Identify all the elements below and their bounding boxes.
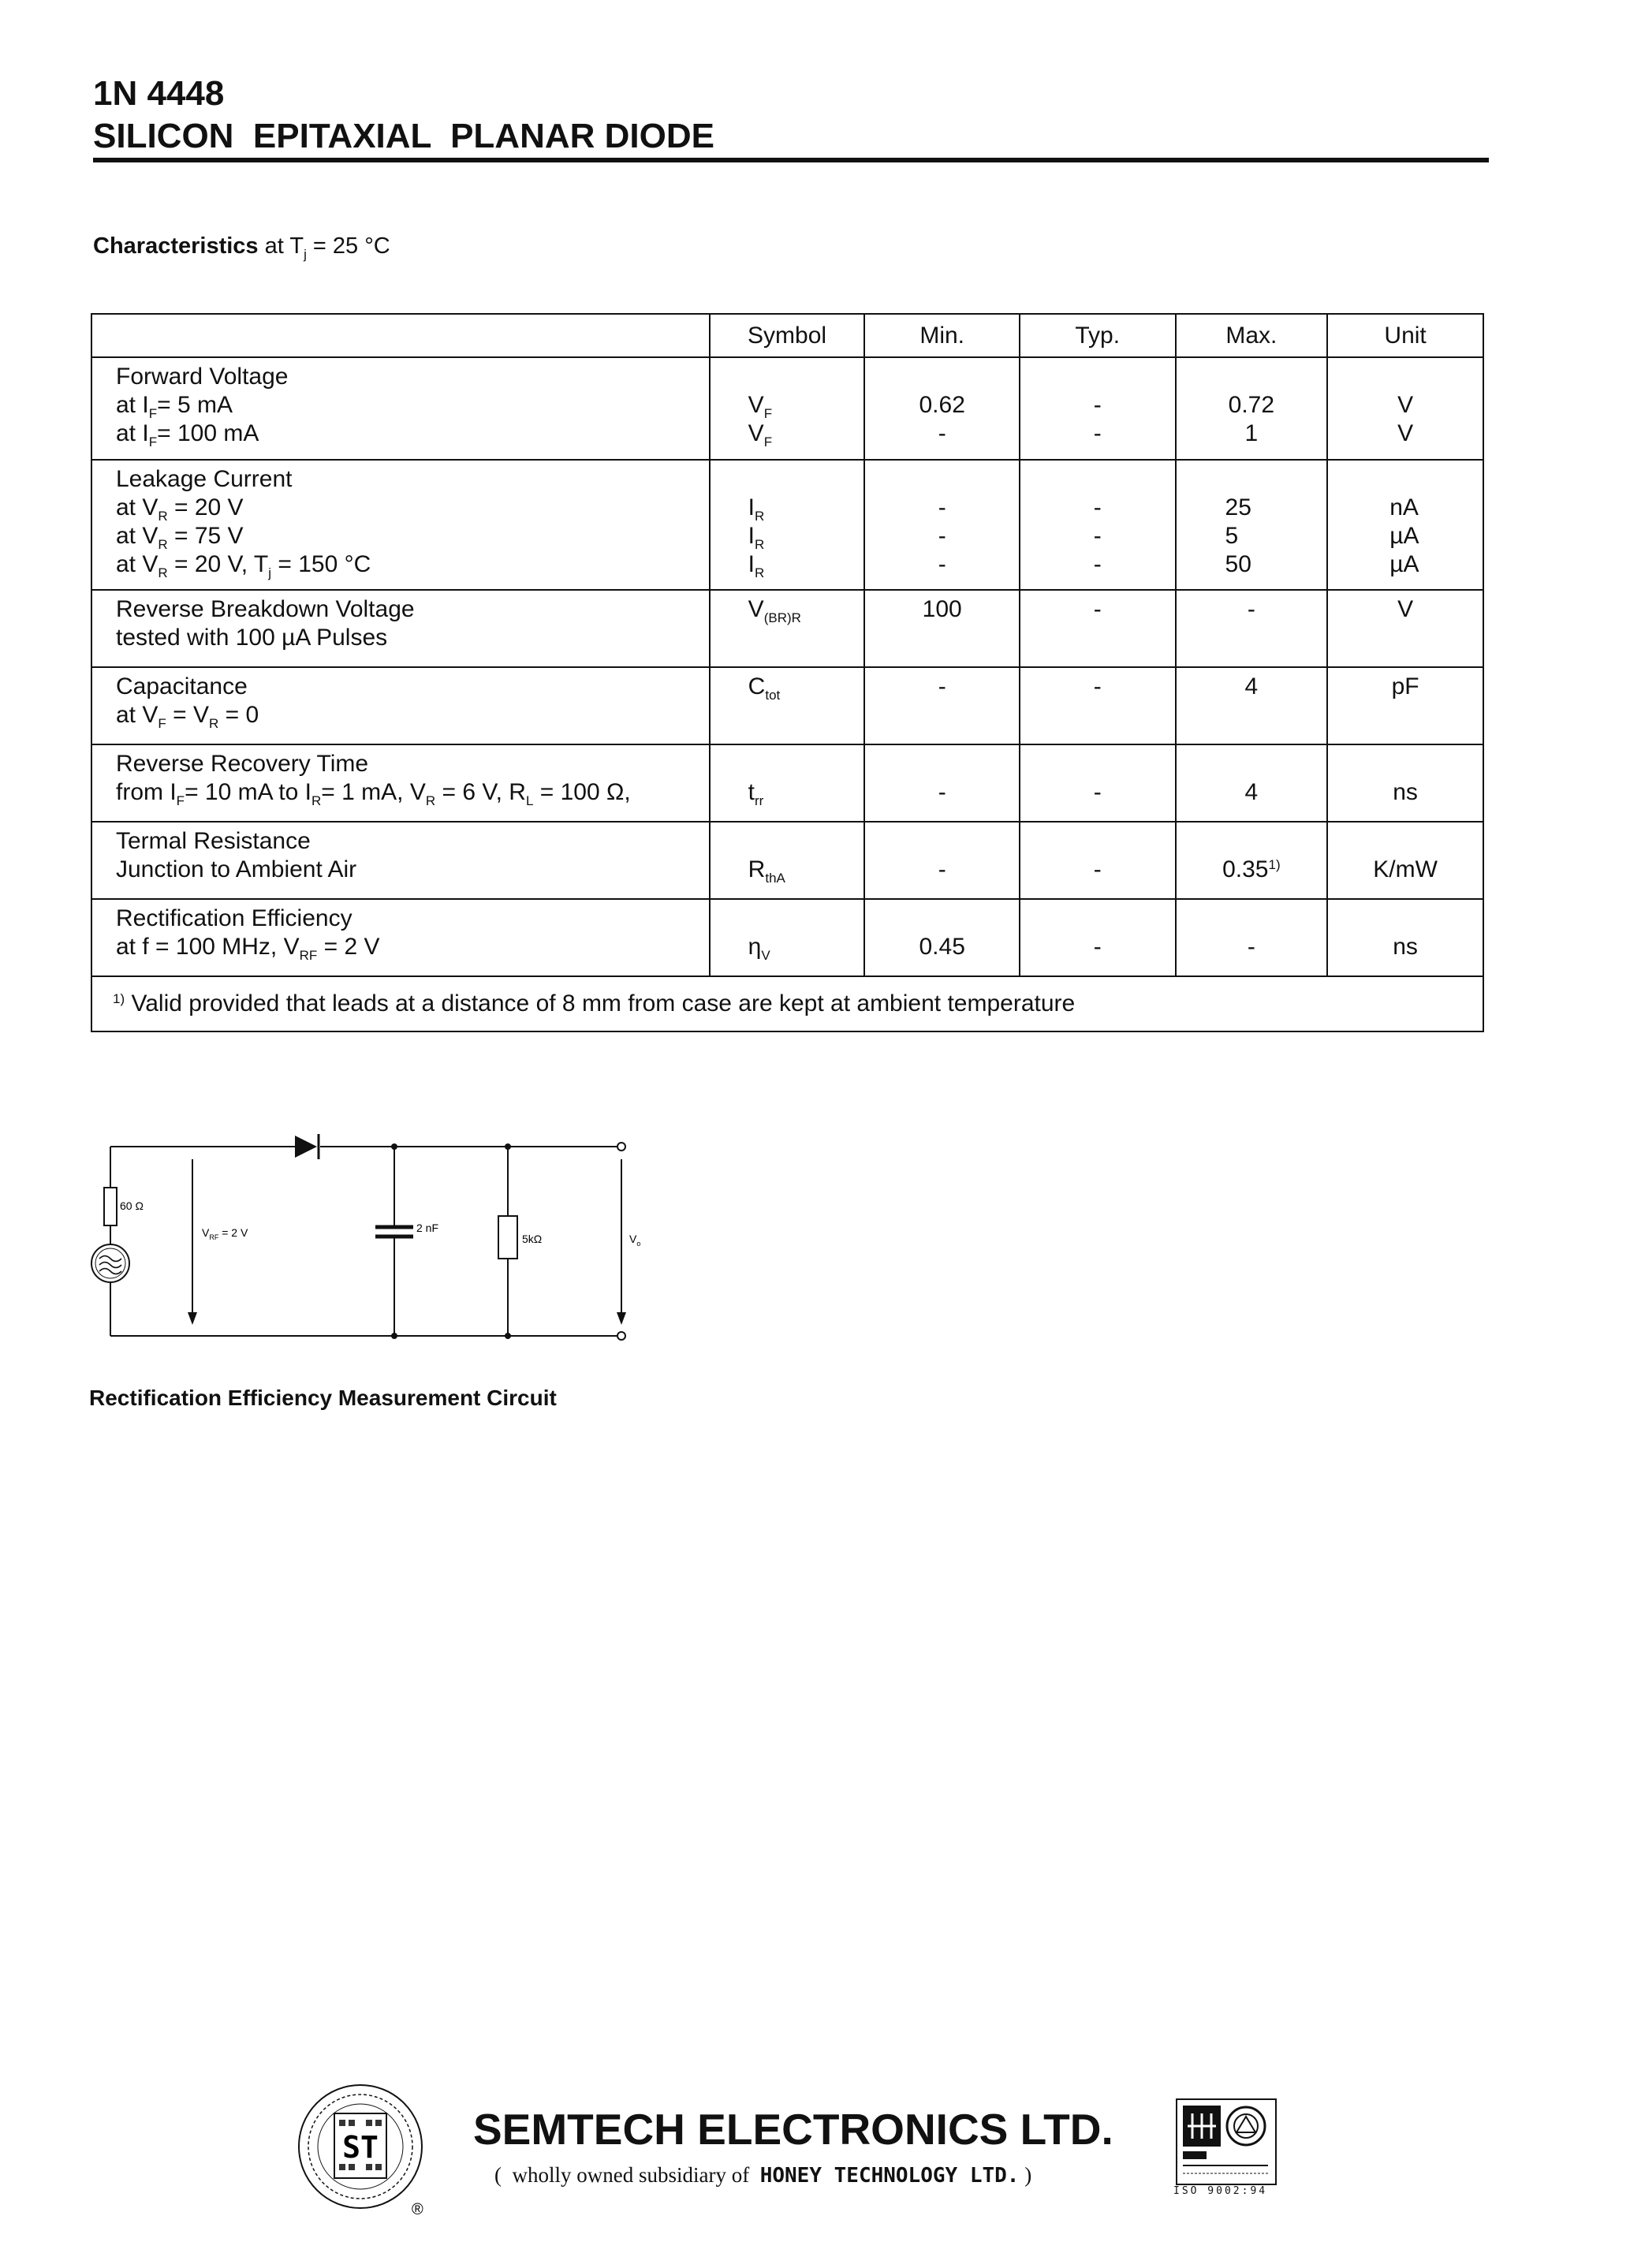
param-cell: Reverse Breakdown Voltage tested with 100 µA Pulses [91,590,710,667]
min-cell: - - - [864,460,1020,590]
symbol-cell: $V_F$ $V_F$ [710,357,865,460]
typ-cell: - [1020,744,1176,822]
header-rule [93,158,1489,162]
param-cell: Termal Resistance Junction to Ambient Air [91,822,710,899]
conditions-sub: j [304,247,307,262]
typ-cell: - [1020,899,1176,976]
circuit-caption: Rectification Efficiency Measurement Circuit [89,1386,557,1410]
document-title: SILICON EPITAXIAL PLANAR DIODE [93,117,714,155]
logo-monogram: ST [342,2130,379,2165]
param-title: Leakage Current [116,466,293,492]
header-symbol: Symbol [710,314,865,357]
param-condition: at $I_F= 100$ mA [116,420,259,449]
table-row-capacitance [91,667,1483,744]
v-rf-label: $V_{RF} = 2$ V [202,1226,248,1241]
semtech-logo [293,2082,427,2216]
table-row-reverse-recovery [91,744,1483,822]
param-cell: Leakage Current at $V_R = 20$ V at $V_R = 75$ V at $V_R = 20$ V, $T_j = 150$ °C [91,460,710,590]
symbol-cell: $I_R$ $I_R$ $I_R$ [710,460,865,590]
symbol-cell: $\eta_V$ [710,899,865,976]
unit-cell: ns [1327,744,1483,822]
max-cell: - [1176,899,1328,976]
min-cell: - [864,822,1020,899]
table-row-rectification-efficiency [91,899,1483,976]
rf-source-icon [91,1244,129,1282]
table-footnote-row [91,976,1483,1031]
min-cell: 0.62 - [864,357,1020,460]
registered-mark: ® [412,2201,423,2218]
symbol-cell: $V_{(BR)R}$ [710,590,865,667]
param-condition: at $I_F= 5$ mA [116,392,233,421]
document-header [93,73,714,158]
typ-cell: - [1020,667,1176,744]
max-cell: 0.72 1 [1176,357,1328,460]
unit-cell: V [1327,590,1483,667]
header-max: Max. [1176,314,1328,357]
typ-cell: - - - [1020,460,1176,590]
param-cell [91,357,710,460]
measurement-circuit [87,1118,639,1355]
load-resistor-label: 5kΩ [522,1233,543,1245]
symbol-cell: $R_{thA}$ [710,822,865,899]
table-header-row [91,314,1483,357]
capacitor-label: 2 nF [416,1222,439,1234]
unit-cell: V V [1327,357,1483,460]
company-name: SEMTECH ELECTRONICS LTD. [473,2105,1113,2154]
max-cell: 0.35$^{1)}$ [1176,822,1328,899]
table-row-reverse-breakdown [91,590,1483,667]
header-unit: Unit [1327,314,1483,357]
part-number: 1N 4448 [93,74,225,113]
unit-cell: pF [1327,667,1483,744]
typ-cell: - [1020,822,1176,899]
max-cell: 4 [1176,667,1328,744]
max-cell: - [1176,590,1328,667]
min-cell: - [864,667,1020,744]
conditions-label: Characteristics [93,233,259,259]
max-cell: 25 5 50 [1176,460,1328,590]
characteristics-table [91,313,1484,1032]
table-row-leakage-current [91,460,1483,590]
footnote: $^{1)}$ Valid provided that leads at a distance of 8 mm from case are kept at ambient temperature [91,976,1483,1031]
table-row-forward-voltage [91,357,1483,460]
param-title: Forward Voltage [116,364,289,390]
load-resistor [498,1216,517,1259]
max-cell: 4 [1176,744,1328,822]
param-cell: Reverse Recovery Time from $I_F= 10$ mA to $I_R= 1$ mA, $V_R = 6$ V, $R_L = 100$ Ω, [91,744,710,822]
v-rf-arrow [188,1159,197,1325]
source-resistor-label: 60 Ω [120,1199,144,1212]
conditions-at: at T [264,233,304,259]
v-out-label: $V_o$ [629,1233,641,1248]
capacitor-symbol [375,1227,413,1237]
v-out-arrow [617,1159,626,1325]
typ-cell: - [1020,590,1176,667]
diode-symbol [295,1134,319,1159]
conditions-value: = 25 °C [306,233,390,259]
company-subsidiary-line: ( wholly owned subsidiary of HONEY TECHNOLOGY LTD. ) [494,2163,1032,2188]
min-cell: - [864,744,1020,822]
unit-cell: K/mW [1327,822,1483,899]
unit-cell: nA µA µA [1327,460,1483,590]
symbol-cell: $t_{rr}$ [710,744,865,822]
param-cell: Capacitance at $V_F = V_R = 0$ [91,667,710,744]
header-parameter [91,314,710,357]
symbol-cell: $C_{tot}$ [710,667,865,744]
unit-cell: ns [1327,899,1483,976]
parent-company: HONEY TECHNOLOGY LTD. [759,2164,1020,2188]
iso-standard-label: ISO 9002:94 [1173,2185,1268,2197]
min-cell: 100 [864,590,1020,667]
source-resistor [104,1188,117,1225]
header-typ: Typ. [1020,314,1176,357]
conditions-line [93,233,390,262]
table-row-thermal-resistance [91,822,1483,899]
typ-cell: - - [1020,357,1176,460]
min-cell: 0.45 [864,899,1020,976]
param-cell: Rectification Efficiency at f = 100 MHz, $V_{RF} = 2$ V [91,899,710,976]
header-min: Min. [864,314,1020,357]
